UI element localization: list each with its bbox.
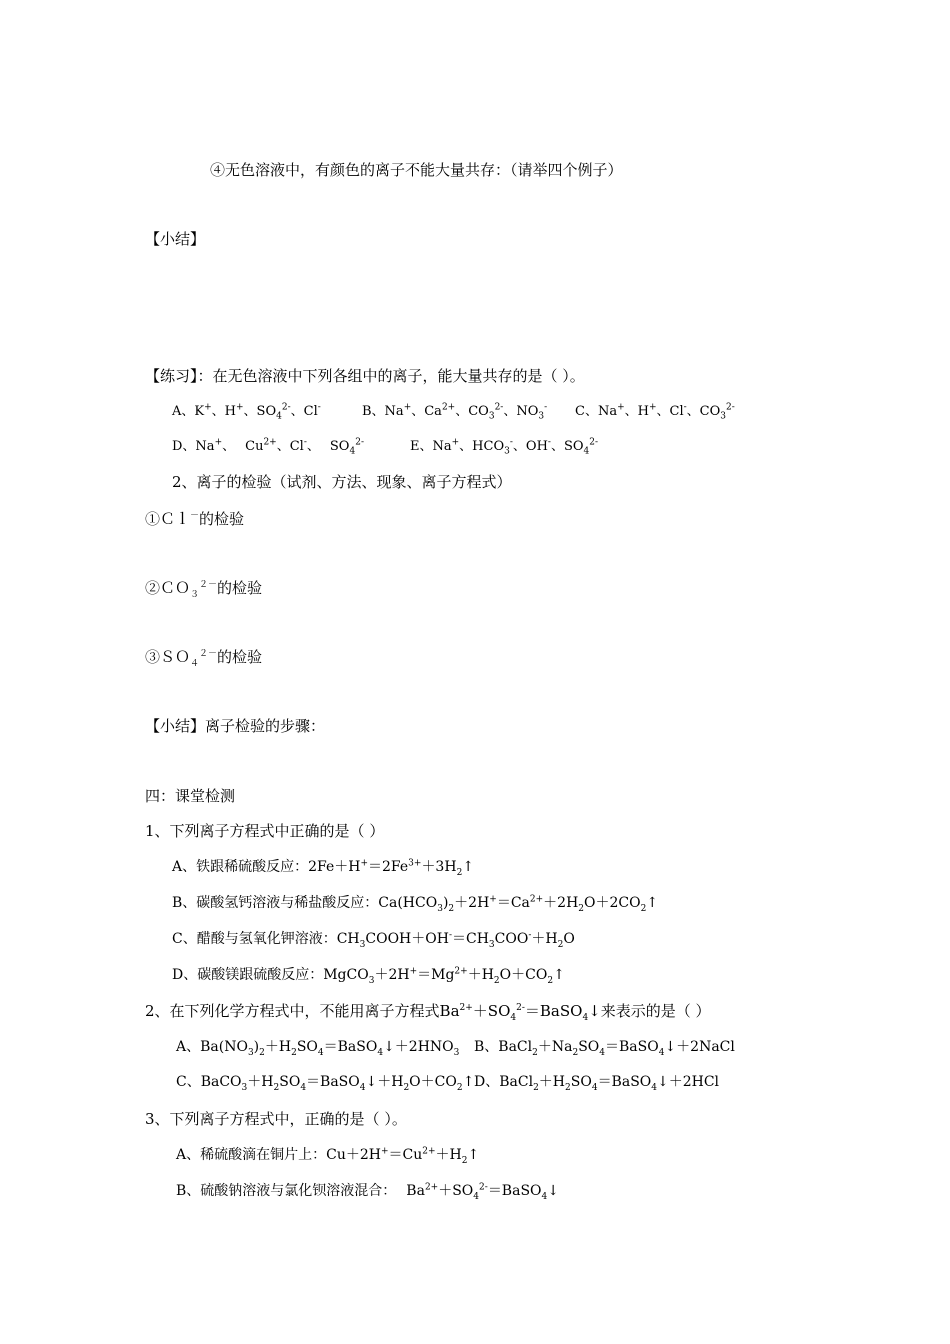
q2-option-c: C、$BaCO_3+H_2SO_4=BaSO_4↓+H_2O+CO_2↑$ bbox=[176, 1074, 475, 1093]
q1-option-a: A、铁跟稀硫酸反应：$2Fe+H^+=2Fe^{3+}+3H_2↑$ bbox=[172, 858, 475, 878]
exercise-option-c: C、Na+、H+、Cl-、$CO_3^{2-}$ bbox=[575, 402, 735, 422]
q1-stem: 1、下列离子方程式中正确的是（ ） bbox=[145, 822, 385, 840]
exercise-option-d: D、Na+、 $Cu^{2+}$、Cl-、 $SO_4^{2-}$ bbox=[172, 437, 364, 457]
test-chloride: ①Ｃｌ－的检验 bbox=[145, 510, 245, 528]
item-4-text: ④无色溶液中，有颜色的离子不能大量共存：（请举四个例子） bbox=[210, 161, 623, 179]
section-2-heading: 2、离子的检验（试剂、方法、现象、离子方程式） bbox=[172, 473, 512, 491]
exercise-option-b: B、Na+、$Ca^{2+}$、$CO_3^{2-}$、$NO_3^-$ bbox=[362, 402, 548, 422]
exercise-option-e: E、Na+、$HCO_3^-$、OH-、$SO_4^{2-}$ bbox=[410, 437, 599, 457]
summary-steps: 【小结】离子检验的步骤： bbox=[145, 717, 326, 735]
q3-option-a: A、稀硫酸滴在铜片上：$Cu+2H^+=Cu^{2+}+H_2↑$ bbox=[176, 1146, 480, 1166]
section-4-heading: 四：课堂检测 bbox=[145, 787, 236, 805]
q2-option-a: A、$Ba(NO_3)_2+H_2SO_4=BaSO_4↓+2HNO_3$ bbox=[176, 1039, 460, 1058]
q3-option-b: B、硫酸钠溶液与氯化钡溶液混合： $Ba^{2+}+SO_4^{2-}=BaSO_4↓$ bbox=[176, 1182, 559, 1202]
exercise-option-a: A、K+、H+、$SO_4^{2-}$、Cl- bbox=[172, 402, 321, 422]
test-carbonate: ②ＣＯ$_3^{2-}$的检验 bbox=[145, 579, 263, 600]
q2-option-b: B、$BaCl_2+Na_2SO_4=BaSO_4↓+2NaCl$ bbox=[474, 1039, 735, 1058]
q1-option-d: D、碳酸镁跟硫酸反应：$MgCO_3+2H^+=Mg^{2+}+H_2O+CO_2↑$ bbox=[172, 966, 565, 986]
q3-stem: 3、下列离子方程式中，正确的是（ ）。 bbox=[145, 1110, 407, 1128]
q2-stem: 2、在下列化学方程式中，不能用离子方程式$Ba^{2+}+SO_4^{2-}=BaSO_4↓$来表示的是（ ） bbox=[145, 1002, 711, 1023]
q1-option-c: C、醋酸与氢氧化钾溶液：$CH_3COOH+OH^-=CH_3COO^-+H_2O$ bbox=[172, 930, 575, 950]
summary-heading: 【小结】 bbox=[145, 230, 206, 248]
q2-option-d: D、$BaCl_2+H_2SO_4=BaSO_4↓+2HCl$ bbox=[474, 1074, 720, 1093]
q1-option-b: B、碳酸氢钙溶液与稀盐酸反应：$Ca(HCO_3)_2+2H^+=Ca^{2+}+2H_2O+2CO_2↑$ bbox=[172, 894, 659, 914]
exercise-question: 【练习】：在无色溶液中下列各组中的离子，能大量共存的是（ ）。 bbox=[145, 367, 585, 385]
test-sulfate: ③ＳＯ$_4^{2-}$的检验 bbox=[145, 648, 263, 669]
